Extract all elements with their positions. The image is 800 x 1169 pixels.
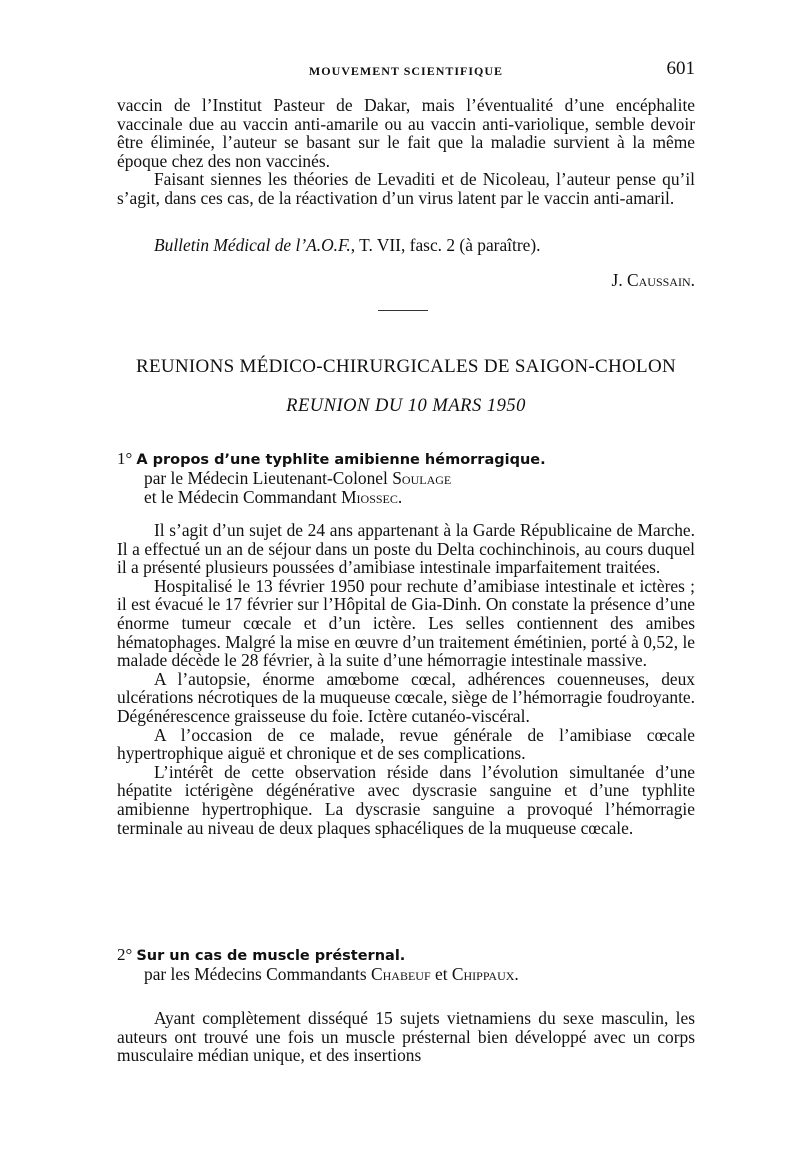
intro-text bbox=[117, 96, 695, 208]
item-1-byline-1 bbox=[117, 469, 695, 488]
item-2-byline bbox=[117, 965, 695, 984]
item-1-paragraph: A l’autopsie, énorme amœbome cœcal, adhérences couenneuses, deux ulcérations nécrotiques de la muqueuse cœcale, siège de l’hémorragie foudroyante. Dégénérescence graisseuse du foie. Ictère cutanéo-viscéral. bbox=[117, 668, 696, 726]
author-name: Soulage bbox=[392, 468, 452, 488]
signature-initial: J. bbox=[611, 270, 623, 290]
item-2-number: 2° bbox=[117, 945, 133, 964]
page-number: 601 bbox=[666, 58, 695, 79]
item-2-heading bbox=[117, 945, 695, 984]
signature-name: Caussain. bbox=[627, 270, 695, 290]
citation bbox=[117, 236, 695, 255]
author-name: Chabeuf bbox=[371, 964, 431, 984]
item-1-title: A propos d’une typhlite amibienne hémorragique. bbox=[136, 452, 546, 468]
page-header bbox=[117, 58, 695, 84]
item-1-number: 1° bbox=[117, 449, 133, 468]
item-1-heading bbox=[117, 449, 695, 506]
byline-prefix: et le Médecin Commandant bbox=[144, 486, 337, 507]
citation-details: , T. VII, fasc. 2 (à paraître). bbox=[350, 235, 541, 255]
item-1-paragraph: Hospitalisé le 13 février 1950 pour rechute d’amibiase intestinale et ictères ; il est évacué le 17 février sur l’Hôpital de Gia-Dinh. On constate la présence d’une énorme tumeur cœcale et d’un ictère. Les selles contiennent des amibes hématophages. Malgré la mise en œuvre d’un traitement émétinien, porté à 0,52, le malade décède le 28 février, à la suite d’une hémorragie intestinale massive. bbox=[117, 575, 695, 671]
byline-prefix: par les Médecins Commandants bbox=[144, 964, 367, 984]
byline-conjunction: et bbox=[434, 964, 448, 984]
item-1-paragraph: A l’occasion de ce malade, revue générale de l’amibiase cœcale hypertrophique aiguë et chronique et de ses complications. bbox=[117, 724, 695, 764]
byline-prefix: par le Médecin Lieutenant-Colonel bbox=[144, 468, 388, 488]
section-subtitle: REUNION DU 10 MARS 1950 bbox=[286, 396, 526, 416]
section-separator bbox=[378, 310, 428, 311]
author-name: Chippaux. bbox=[451, 964, 519, 984]
item-2-title: Sur un cas de muscle présternal. bbox=[136, 948, 406, 964]
section-title: REUNIONS MÉDICO-CHIRURGICALES DE SAIGON-CHOLON bbox=[136, 356, 676, 377]
item-2-paragraph: Ayant complètement disséqué 15 sujets vietnamiens du sexe masculin, les auteurs ont trouvé une fois un muscle présternal bien développé avec un corps musculaire médian unique, et des insertions bbox=[117, 1008, 695, 1066]
item-1-paragraph: Il s’agit d’un sujet de 24 ans appartenant à la Garde Républicaine de Marche. Il a effectué un an de séjour dans un poste du Delta cochinchinois, au cours duquel il a présenté plusieurs poussées d’amibiase intestinale imparfaitement traitées. bbox=[117, 520, 695, 578]
running-head: MOUVEMENT SCIENTIFIQUE bbox=[308, 64, 504, 78]
item-1-paragraph: L’intérêt de cette observation réside dans l’évolution simultanée d’une hépatite ictérigène dégénérative avec dyscrasie sanguine et d’une typhlite amibienne hypertrophique. La dyscrasie sanguine a provoqué l’hémorragie terminale au niveau de deux plaques sphacéliques de la muqueuse cœcale. bbox=[117, 761, 695, 838]
item-2-body bbox=[117, 1009, 695, 1065]
author-name: Miossec. bbox=[341, 486, 403, 507]
intro-paragraph-2: Faisant siennes les théories de Levaditi et de Nicoleau, l’auteur pense qu’il s’agit, dans ces cas, de la réactivation d’un virus latent par le vaccin anti-amaril. bbox=[117, 169, 695, 208]
item-1-byline-2 bbox=[117, 488, 695, 507]
item-1-body bbox=[117, 521, 695, 837]
signature bbox=[117, 270, 695, 291]
intro-paragraph-1: vaccin de l’Institut Pasteur de Dakar, mais l’éventualité d’une encéphalite vaccinale due au vaccin anti-amarile ou au vaccin anti-variolique, semble devoir être éliminée, l’auteur se basant sur le fait que la maladie survient à la même époque chez des non vaccinés. bbox=[117, 95, 695, 171]
citation-journal: Bulletin Médical de l’A.O.F. bbox=[154, 235, 351, 255]
